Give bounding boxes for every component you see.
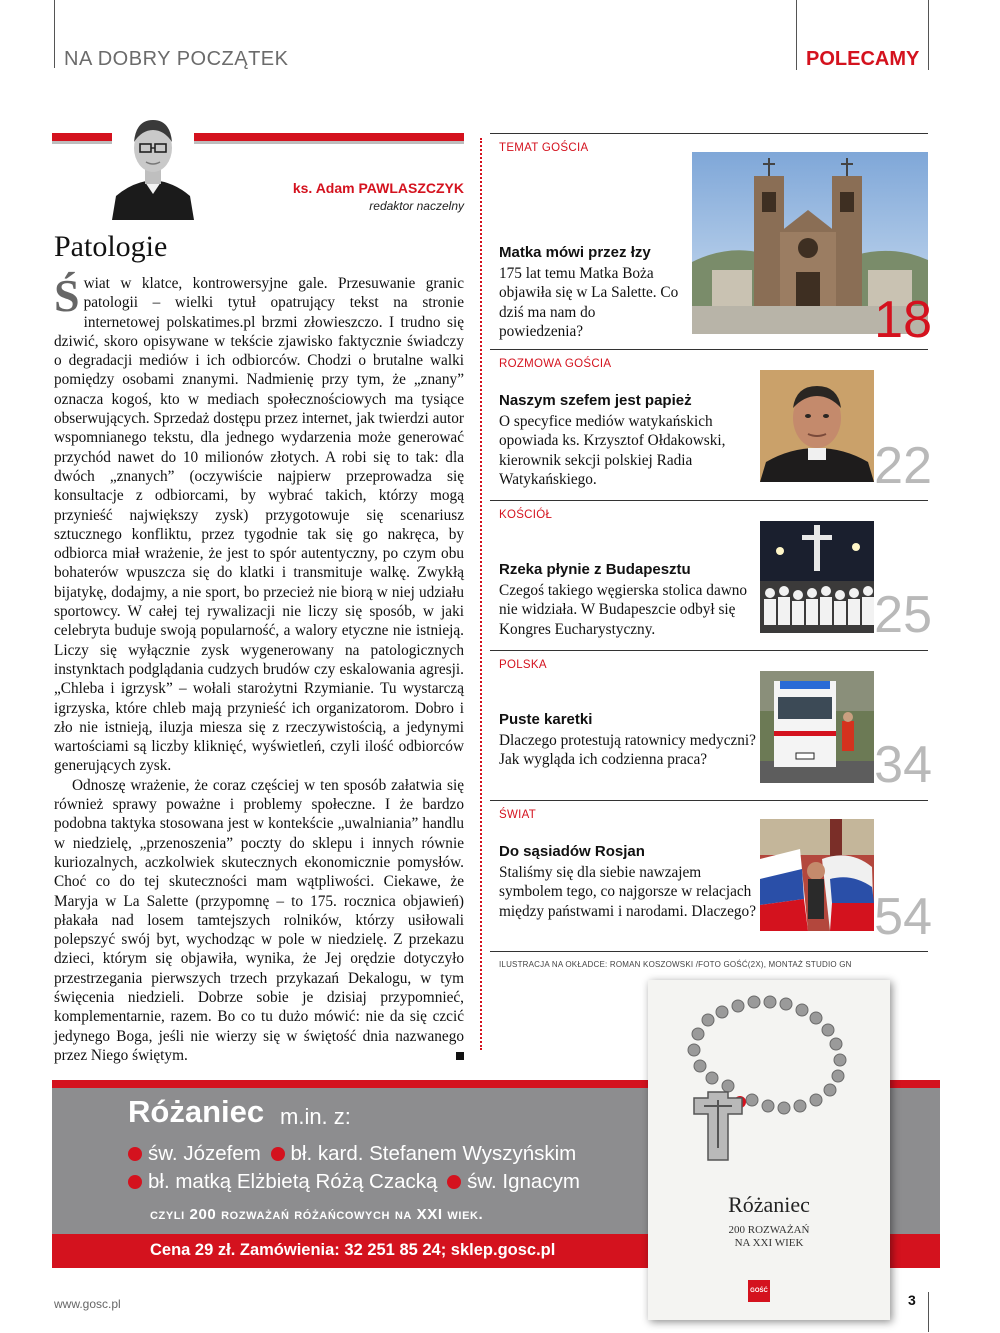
cover-credit: ILUSTRACJA NA OKŁADCE: ROMAN KOSZOWSKI /FOTO GOŚĆ(2X), MONTAŻ STUDIO GN — [499, 960, 852, 969]
book-subtitle — [648, 1224, 890, 1250]
book-title: Różaniec — [728, 1192, 810, 1217]
ad-price-order[interactable]: Cena 29 zł. Zamówienia: 32 251 85 24; sklep.gosc.pl — [150, 1241, 556, 1259]
editorial-paragraph-1-text: wiat w klatce, kontrowersyjne gale. Przesuwanie granic patologii – wielki tytuł opatrujący tekst na stronie internetowej polskatimes.pl brzmi złowieszczo. I trudno się dziwić, skoro opisywane w tekście zjawisko faktycznie świadczy o degradacji mediów i ich odbiorców. Chodzi o brutalne walki pomiędzy osobami znanymi. Nadmienię przy tym, że „znany” oznacza kogoś, kto w mediach społecznościowych ma tysiące obserwujących. Sprzedaż dostępu przez internet, jak twierdzi autor wspomnianego tekstu, dla jednego wydarzenia może generować przychód nawet do 10 milionów złotych. A robi się to tak: dla dwóch „znanych” (oczywiście najpierw przeprowadza się konsultacje z odbiorcami, by wybrać takich, którzy mogą przynieść największy zysk) przygotowuje się scenariusz sztucznego konfliktu, przez tygodnie tak się go nakręca, by odbiorca miał wrażenie, że jest to spór autentyczny, po czym obu bohaterów wpuszcza się do klatki i transmituje walkę. Zwykłą bijatykę, dodajmy, a nie sport, bo przecież nie biorą w niej udziału sportowcy. W całej tej rywalizacji nie liczy się sposób, w jaki celebryta buduje swoją popularność, a walory etyczne nie istnieją. Liczy się wyłącznie zysk wygenerowany na patologicznych instynktach podglądania cudzych brudów czy eskalowania agresji. „Chleba i igrzysk” – wołali starożytni Rzymianie. Tu wystarczą igrzyska, które chleb mają przynieść ich organizatorom. Dobro i zło nie istnieją, iluzja miesza się z rzeczywistością, a jedynymi wartościami są liczby kliknięć, wyświetleń, czyli ilość odbiorców generujących zysk. — [54, 275, 464, 775]
header-rule-right — [796, 0, 797, 70]
toc-page-number: 22 — [874, 437, 932, 495]
bullet-icon — [447, 1175, 461, 1189]
toc-page-number: 18 — [874, 291, 932, 349]
toc-description: Staliśmy się dla siebie nawzajem symbolem tego, co najgorsze w relacjach między państwami i narodami. Dlaczego? — [499, 864, 756, 920]
toc-headline[interactable]: Puste karetki — [499, 711, 593, 728]
ambulance-photo — [760, 671, 874, 783]
drop-cap: Ś — [54, 270, 80, 321]
toc-headline[interactable]: Rzeka płynie z Budapesztu — [499, 561, 691, 578]
toc-description: O specyfice mediów watykańskich opowiada ks. Krzysztof Ołdakowski, kierownik sekcji polskiej Radia Watykańskiego. — [499, 413, 726, 488]
toc-separator — [490, 951, 928, 952]
ad-item: bł. matką Elżbietą Różą Czacką — [148, 1170, 438, 1193]
author-portrait — [112, 108, 194, 220]
toc-item-swiat[interactable] — [490, 801, 934, 952]
ad-title-suffix: m.in. z: — [280, 1104, 351, 1129]
toc-category: POLSKA — [499, 659, 547, 671]
book-cover — [648, 980, 890, 1320]
toc-page-number: 54 — [874, 888, 932, 946]
editorial-paragraph-2 — [54, 776, 464, 1065]
header-rule-left — [54, 0, 55, 68]
toc-category: TEMAT GOŚCIA — [499, 142, 589, 154]
bullet-icon — [271, 1147, 285, 1161]
bullet-icon — [128, 1175, 142, 1189]
editorial-paragraph-1 — [54, 270, 464, 776]
toc-category: ŚWIAT — [499, 809, 537, 821]
book-subtitle-line-2: NA XXI WIEK — [734, 1237, 804, 1249]
toc-description: 175 lat temu Matka Boża objawiła się w La Salette. Co dziś ma nam do powiedzenia? — [499, 265, 679, 340]
rosary-icon — [648, 980, 890, 1190]
toc-category: KOŚCIÓŁ — [499, 509, 553, 521]
ad-item: bł. kard. Stefanem Wyszyńskim — [290, 1142, 577, 1165]
ad-line-1 — [128, 1142, 576, 1166]
toc-category: ROZMOWA GOŚCIA — [499, 358, 612, 370]
editorial-body — [54, 270, 464, 1065]
toc-item-rozmowa-goscia[interactable] — [490, 350, 934, 501]
editorial-paragraph-2-text: Odnoszę wrażenie, że coraz częściej w ten sposób załatwia się również sprawy poważne i problemy społeczne. I że bardzo podobna taktyka stosowana jest w kontekście „uwalniania” handlu w niedzielę, „przenoszenia” poczty do sklepu i innych równie kuriozalnych, aczkolwiek skutecznych ekonomicznie pomysłów. Choć co do tej skuteczności mam wątpliwości. Ciekawe, że Maryja w La Salette (przypomnę – to 175. rocznica objawień) płakała nad losem tamtejszych rolników, którzy usiłowali polepszyć swój byt, wychodząc w pole w niedzielę. Z przekazu dzieci, którym się objawiła, wynika, że Jej orędzie dotyczyło przestrzegania pierwszych trzech przykazań Dekalogu, w tym święcenia niedzieli. Dobrze sobie je dzisiaj przypomnieć, komplementarnie, razem. Bo co tu dużo mówić: nie da się czcić jedynego Boga, jeśli nie wierzy się w świętość dnia nazwanego przez Niego świętym. — [54, 776, 464, 1064]
recommend-label: POLECAMY — [806, 48, 920, 70]
toc-description: Dlaczego protestują ratownicy medyczni? Jak wygląda ich codzienna praca? — [499, 732, 756, 769]
toc-headline[interactable]: Naszym szefem jest papież — [499, 392, 692, 409]
book-subtitle-line-1: 200 ROZWAŻAŃ — [728, 1224, 810, 1236]
toc-item-temat-goscia[interactable] — [490, 134, 934, 350]
ad-item: św. Ignacym — [467, 1170, 580, 1193]
toc-headline[interactable]: Do sąsiadów Rosjan — [499, 843, 645, 860]
toc-item-polska[interactable] — [490, 651, 934, 801]
gosc-logo: GOŚĆ — [748, 1280, 770, 1302]
ad-item: św. Józefem — [148, 1142, 261, 1165]
column-divider-dotted — [480, 138, 482, 1050]
toc-page-number: 25 — [874, 586, 932, 644]
page-number: 3 — [908, 1292, 916, 1308]
toc-description: Czegoś takiego węgierska stolica dawno nie widziała. W Budapeszcie odbył się Kongres Eucharystyczny. — [499, 582, 748, 638]
congress-procession-photo — [760, 521, 874, 633]
end-mark-icon — [456, 1052, 464, 1060]
moscow-flags-photo — [760, 819, 874, 931]
header-rule-right-outer — [928, 0, 929, 70]
ad-line-2 — [128, 1170, 580, 1194]
toc-item-kosciol[interactable] — [490, 501, 934, 651]
bullet-icon — [128, 1147, 142, 1161]
priest-portrait-photo — [760, 370, 874, 482]
footer-url[interactable]: www.gosc.pl — [54, 1297, 121, 1311]
author-role: redaktor naczelny — [369, 199, 464, 213]
section-title: NA DOBRY POCZĄTEK — [64, 48, 289, 70]
toc-headline[interactable]: Matka mówi przez łzy — [499, 244, 651, 261]
editorial-title: Patologie — [54, 230, 168, 263]
ad-tagline: czyli 200 rozważań różańcowych na XXI wiek. — [150, 1206, 484, 1223]
author-name: ks. Adam PAWLASZCZYK — [292, 180, 464, 196]
toc-page-number: 34 — [874, 736, 932, 794]
ad-title: Różaniec — [128, 1094, 265, 1129]
footer-rule — [928, 1292, 929, 1332]
